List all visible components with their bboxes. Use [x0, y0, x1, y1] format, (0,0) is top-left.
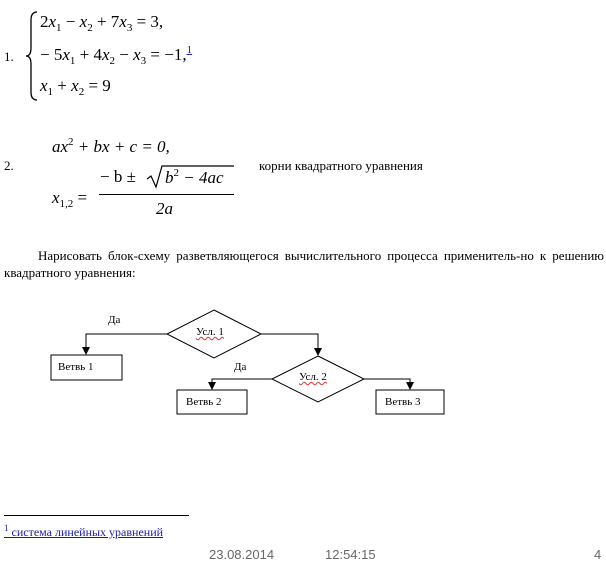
- radicand: $b^2 - 4ac$: [165, 167, 224, 187]
- footnote-ref-link[interactable]: 1: [186, 44, 193, 56]
- quadratic-equation: $ax^2$ + bx + c = 0,: [52, 136, 170, 156]
- branch-1-label: Ветвь 1: [58, 361, 94, 373]
- item-number-1: 1.: [4, 49, 14, 64]
- footer-page-number: 4: [594, 547, 602, 562]
- fraction-bar: [99, 194, 234, 195]
- root-denominator: 2a: [156, 199, 173, 218]
- root-lhs: $x_{1,2}$ =: [52, 188, 88, 210]
- yes-arrow-1: [86, 334, 167, 354]
- footnote-text: система линейных уравнений: [8, 525, 164, 539]
- footer-time: 12:54:15: [325, 547, 376, 562]
- condition-1-label: Усл. 1: [196, 326, 224, 338]
- no-arrow-1: [261, 334, 318, 355]
- system-brace: [25, 10, 39, 102]
- footnote-link[interactable]: [4, 523, 163, 540]
- condition-2-label: Усл. 2: [299, 371, 327, 383]
- flowchart: [0, 300, 606, 420]
- equation-3: $x_1 + x_2 = 9$: [40, 76, 111, 98]
- footer-date: 23.08.2014: [209, 547, 275, 562]
- branch-2-label: Ветвь 2: [186, 396, 222, 408]
- item-number-2: 2.: [4, 158, 14, 173]
- equation-1: $2x_1 - x_2 + 7x_3 = 3$,: [40, 12, 164, 34]
- branch-3-label: Ветвь 3: [385, 396, 421, 408]
- yes-arrow-2: [212, 379, 272, 389]
- no-arrow-2: [364, 379, 410, 389]
- task-paragraph: Нарисовать блок-схему разветвляющегося вычислительного процесса применитель-но к решению квадратного уравнения:: [4, 248, 604, 280]
- yes-label-2: Да: [234, 361, 247, 373]
- root-numerator: − b ±: [100, 167, 136, 186]
- yes-label-1: Да: [108, 314, 121, 326]
- footnote-separator: [4, 515, 189, 516]
- footnote-marker: 1: [4, 523, 9, 533]
- quadratic-caption: корни квадратного уравнения: [259, 158, 423, 173]
- equation-2: − $5x_1 + 4x_2 - x_3 = -1,^1$: [40, 44, 193, 67]
